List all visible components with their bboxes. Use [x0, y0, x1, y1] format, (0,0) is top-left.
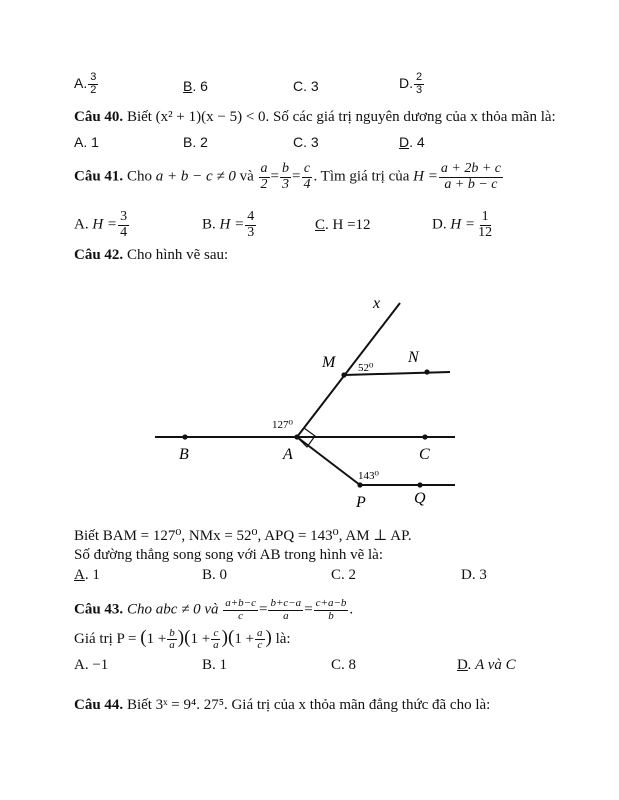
q39-option-c: C. 3 [293, 78, 319, 94]
label-angle-apq: 143⁰ [358, 470, 379, 482]
q40-stem: Câu 40. Biết (x² + 1)(x − 5) < 0. Số các giá trị nguyên dương của x thỏa mãn là: [74, 109, 556, 125]
label-angle-nmx: 52⁰ [358, 362, 374, 374]
point-b [182, 434, 187, 439]
label-x: x [373, 295, 381, 312]
q42-option-c: C. 2 [331, 567, 357, 583]
q43-option-d: D. A và C [457, 657, 516, 673]
point-q [417, 482, 422, 487]
q43-expression: Giá trị P = (1 + $\frac{b}{a}$ )(1 + $\frac{c}{a}$ )(1 + $\frac{a}{c}$ ) là: [74, 626, 291, 652]
label-n: N [408, 349, 419, 366]
q42-option-b: B. 0 [202, 567, 228, 583]
q41-option-a: A. H = $\frac{3}{4}$ [74, 209, 128, 240]
label-c: C [419, 446, 430, 463]
q40-option-a: A. 1 [74, 134, 99, 150]
q39-option-b: B. 6 [183, 78, 208, 94]
q42-label: Câu 42. [74, 247, 124, 263]
label-angle-bam: 127⁰ [272, 419, 293, 431]
label-m: M [322, 354, 336, 371]
q43-option-c: C. 8 [331, 657, 357, 673]
point-c [422, 434, 427, 439]
q43-option-b: B. 1 [202, 657, 228, 673]
q44-label: Câu 44. [74, 697, 124, 713]
q41-stem: Câu 41. Cho a + b − c ≠ 0 và $\frac{a}{2}$ = $\frac{b}{3}$ = $\frac{c}{4}$ . Tìm giá trị của H = $\frac{a + 2b + c}{a + b - c}$ [74, 161, 501, 192]
label-b: B [179, 446, 189, 463]
q43-stem: Câu 43. Cho abc ≠ 0 và $\frac{a+b-c}{c}$ = $\frac{b+c-a}{a}$ = $\frac{c+a-b}{b}$ . [74, 597, 354, 622]
q44-stem: Câu 44. Biết 3ˣ = 9⁴. 27⁵. Giá trị của x thỏa mãn đẳng thức đã cho là: [74, 697, 491, 713]
label-p: P [356, 494, 366, 511]
q42-option-a: A. 1 [74, 567, 100, 583]
point-m [341, 372, 346, 377]
q42-question: Số đường thẳng song song với AB trong hình vẽ là: [74, 547, 383, 563]
line-ap [297, 437, 360, 485]
label-q: Q [414, 490, 426, 507]
point-a [294, 434, 299, 439]
label-a: A [283, 446, 293, 463]
q39-option-a: A. $\frac{3}{2}$ [74, 71, 97, 96]
q41-label: Câu 41. [74, 168, 124, 185]
q41-option-d: D. H = $\frac{1}{12}$ [432, 209, 493, 240]
point-n [424, 369, 429, 374]
q43-label: Câu 43. [74, 601, 124, 618]
q41-option-c: C. H =12 [315, 217, 371, 233]
q40-option-c: C. 3 [293, 134, 319, 150]
q40-option-b: B. 2 [183, 134, 208, 150]
q43-option-a: A. −1 [74, 657, 109, 673]
point-p [357, 482, 362, 487]
q42-stem: Câu 42. Cho hình vẽ sau: [74, 247, 229, 263]
q40-label: Câu 40. [74, 109, 124, 125]
q42-option-d: D. 3 [461, 567, 487, 583]
q42-given: Biết BAM = 127⁰, NMx = 52⁰, APQ = 143⁰, AM ⊥ AP. [74, 528, 412, 544]
q40-option-d: D. 4 [399, 134, 425, 150]
line-ax [297, 303, 400, 437]
q41-option-b: B. H = $\frac{4}{3}$ [202, 209, 255, 240]
q39-option-d: D. $\frac{2}{3}$ [399, 71, 423, 96]
